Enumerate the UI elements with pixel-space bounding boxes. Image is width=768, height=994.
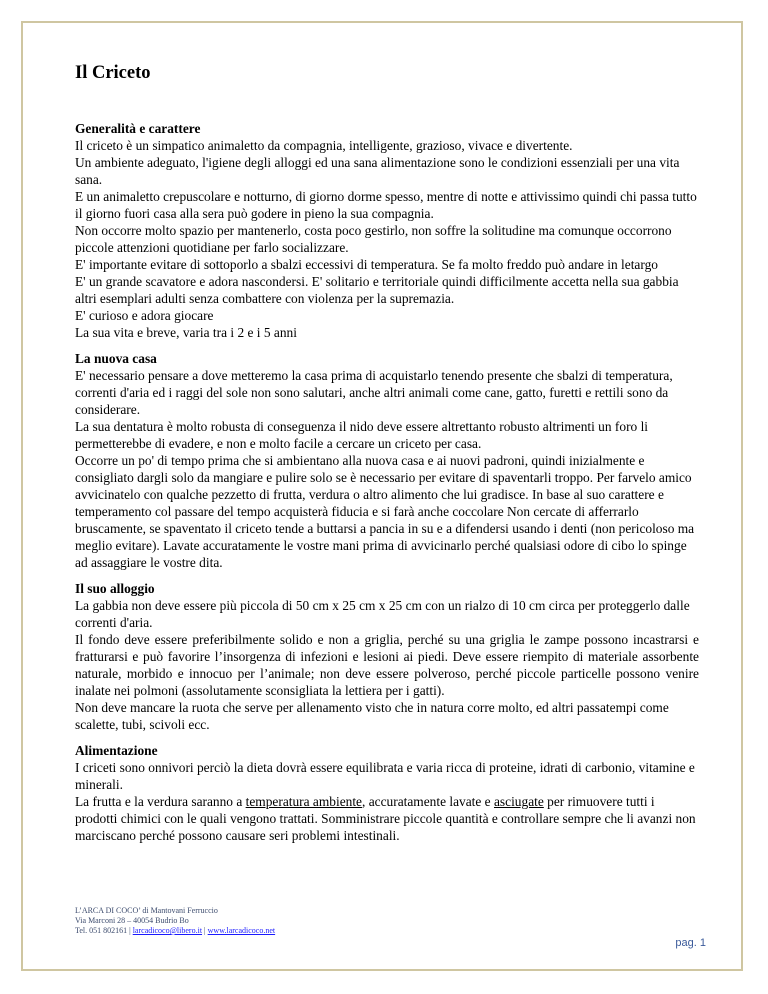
paragraph: Non deve mancare la ruota che serve per allenamento visto che in natura corre molto, ed altri passatempi come scalette, tubi, scivoli ecc. (75, 700, 669, 732)
paragraph: E' importante evitare di sottoporlo a sbalzi eccessivi di temperatura. Se fa molto freddo può andare in letargo (75, 257, 658, 272)
paragraph: Non occorre molto spazio per mantenerlo, costa poco gestirlo, non soffre la solitudine ma comunque occorrono piccole attenzioni quotidiane per farlo socializzare. (75, 223, 672, 255)
paragraph: Occorre un po' di tempo prima che si ambientano alla nuova casa e ai nuovi padroni, quindi inizialmente e consigliato dargli solo da mangiare e pulire solo se è necessario per evitare di spaventarli troppo. Per farvelo amico avvicinatelo con qualche pezzetto di frutta, verdura o altro alimento che lui gradisce. In base al suo carattere e temperamento col passare del tempo acquisterà fiducia e si farà anche coccolare Non cercate di afferrarlo bruscamente, se spaventato il criceto tende a buttarsi a pancia in su e a difendersi usando i denti (non pericoloso ma meglio evitare). Lavate accuratamente le vostre mani prima di avvicinarlo perché qualsiasi odore di cibo lo spinge ad assaggiare le vostre dita. (75, 453, 695, 570)
email-link[interactable]: larcadicoco@libero.it (132, 926, 203, 935)
paragraph: I criceti sono onnivori perciò la dieta dovrà essere equilibrata e varia ricca di proteine, idrati di carbonio, vitamine e minerali. (75, 760, 695, 792)
footer (75, 906, 275, 936)
paragraph: La gabbia non deve essere più piccola di 50 cm x 25 cm x 25 cm con un rialzo di 10 cm circa per proteggerlo dalle correnti d'aria. (75, 598, 690, 630)
paragraph: E' curioso e adora giocare (75, 308, 214, 323)
document-title: Il Criceto (75, 63, 151, 83)
section-generalita (75, 120, 699, 341)
paragraph: Un ambiente adeguato, l'igiene degli alloggi ed una sana alimentazione sono le condizioni essenziali per una vita sana. (75, 155, 680, 187)
paragraph: La sua dentatura è molto robusta di conseguenza il nido deve essere altrettanto robusto altrimenti un foro li permetterebbe di evadere, e non e molto facile a cercare un criceto per casa. (75, 419, 649, 451)
paragraph: La frutta e la verdura saranno a temperatura ambiente, accuratamente lavate e asciugate per rimuovere tutti i prodotti chimici con le quali vengono trattati. Somministrare piccole quantità e controllare sempre che li avanzi non marciscano perché possono causare seri problemi intestinali. (75, 794, 696, 843)
paragraph: La sua vita e breve, varia tra i 2 e i 5 anni (75, 325, 297, 340)
underlined-text: asciugate (493, 794, 544, 809)
footer-company: L’ARCA DI COCO’ di Mantovani Ferruccio (75, 906, 218, 915)
page-number: pag. 1 (675, 937, 706, 949)
paragraph: E' un grande scavatore e adora nascondersi. E' solitario e territoriale quindi difficilmente accetta nella sua gabbia altri esemplari adulti senza combattere con violenza per la supremazia. (75, 274, 679, 306)
paragraph: Il criceto è un simpatico animaletto da compagnia, intelligente, grazioso, vivace e divertente. (75, 138, 573, 153)
underlined-text: temperatura ambiente (245, 794, 363, 809)
section-nuova-casa (75, 350, 699, 571)
section-heading: Alimentazione (75, 743, 158, 758)
footer-address: Via Marconi 28 – 40054 Budrio Bo (75, 916, 189, 925)
section-heading: Il suo alloggio (75, 581, 155, 596)
section-heading: Generalità e carattere (75, 121, 201, 136)
section-alloggio (75, 580, 699, 733)
paragraph: Il fondo deve essere preferibilmente solido e non a griglia, perché su una griglia le zampe possono incastrarsi e fratturarsi e può favorire l’insorgenza di infezioni e lesioni ai piedi. Deve essere riempito di materiale assorbente naturale, morbido e innocuo per l’animale; non deve essere polveroso, perché piccole particelle possono venire inalate nei polmoni (assolutamente sconsigliata la lettiera per i gatti). (75, 632, 699, 698)
section-heading: La nuova casa (75, 351, 157, 366)
website-link[interactable]: www.larcadicoco.net (207, 926, 276, 935)
paragraph: E' necessario pensare a dove metteremo la casa prima di acquistarlo tenendo presente che sbalzi di temperatura, correnti d'aria ed i raggi del sole non sono salutari, anche altri animali come cane, gatto, furetti e rettili sono da considerare. (75, 368, 673, 417)
footer-contacts: Tel. 051 802161 | larcadicoco@libero.it | www.larcadicoco.net (75, 926, 276, 935)
section-alimentazione (75, 742, 699, 844)
document-body (75, 62, 699, 853)
paragraph: E un animaletto crepuscolare e notturno, di giorno dorme spesso, mentre di notte e attivissimo quindi chi passa tutto il giorno fuori casa alla sera può godere in pieno la sua compagnia. (75, 189, 697, 221)
